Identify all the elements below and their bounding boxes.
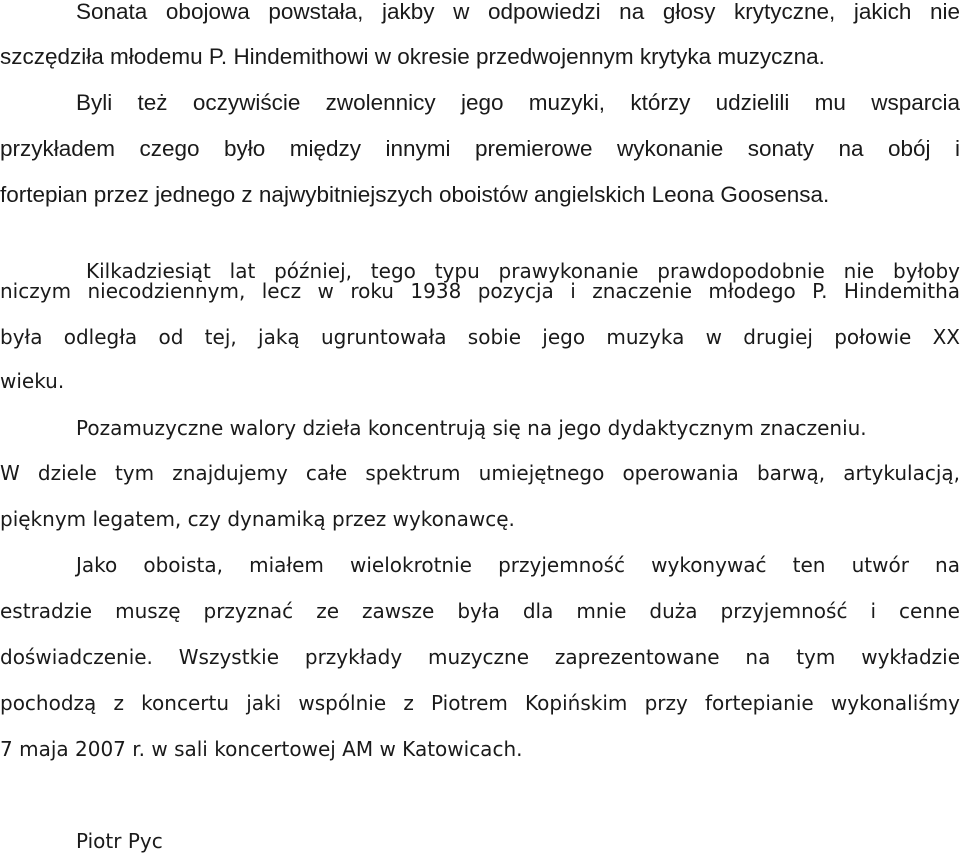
paragraph-3-line-1: Kilkadziesiąt lat później, tego typu prawykonanie prawdopodobnie nie byłoby [86,259,960,283]
paragraph-3-line-4: wieku. [0,369,65,393]
paragraph-5-line-2: estradzie muszę przyznać ze zawsze była dla mnie duża przyjemność i cenne [0,599,960,623]
paragraph-5-line-5: 7 maja 2007 r. w sali koncertowej AM w Katowicach. [0,737,523,761]
paragraph-2-line-1: Byli też oczywiście zwolennicy jego muzyki, którzy udzielili mu wsparcia [76,90,960,115]
author-signature: Piotr Pyc [76,829,163,853]
paragraph-5-line-1: Jako oboista, miałem wielokrotnie przyjemność wykonywać ten utwór na [76,553,960,577]
paragraph-2-line-3: fortepian przez jednego z najwybitniejszych oboistów angielskich Leona Goosensa. [0,182,830,207]
paragraph-5-line-3: doświadczenie. Wszystkie przykłady muzyczne zaprezentowane na tym wykładzie [0,645,960,669]
paragraph-4-line-2: W dziele tym znajdujemy całe spektrum umiejętnego operowania barwą, artykulacją, [0,461,960,485]
paragraph-5-line-4: pochodzą z koncertu jaki wspólnie z Piotrem Kopińskim przy fortepianie wykonaliśmy [0,691,960,715]
paragraph-4-line-1: Pozamuzyczne walory dzieła koncentrują się na jego dydaktycznym znaczeniu. [76,416,867,440]
paragraph-2-line-2: przykładem czego było między innymi premierowe wykonanie sonaty na obój i [0,136,960,161]
paragraph-4-line-3: pięknym legatem, czy dynamiką przez wykonawcę. [0,507,515,531]
paragraph-1-line-2: szczędziła młodemu P. Hindemithowi w okresie przedwojennym krytyka muzyczna. [0,44,825,69]
paragraph-1-line-1: Sonata obojowa powstała, jakby w odpowiedzi na głosy krytyczne, jakich nie [76,0,960,24]
paragraph-3-line-2: niczym niecodziennym, lecz w roku 1938 pozycja i znaczenie młodego P. Hindemitha [0,279,960,303]
paragraph-3-line-3: była odległa od tej, jaką ugruntowała sobie jego muzyka w drugiej połowie XX [0,325,960,349]
